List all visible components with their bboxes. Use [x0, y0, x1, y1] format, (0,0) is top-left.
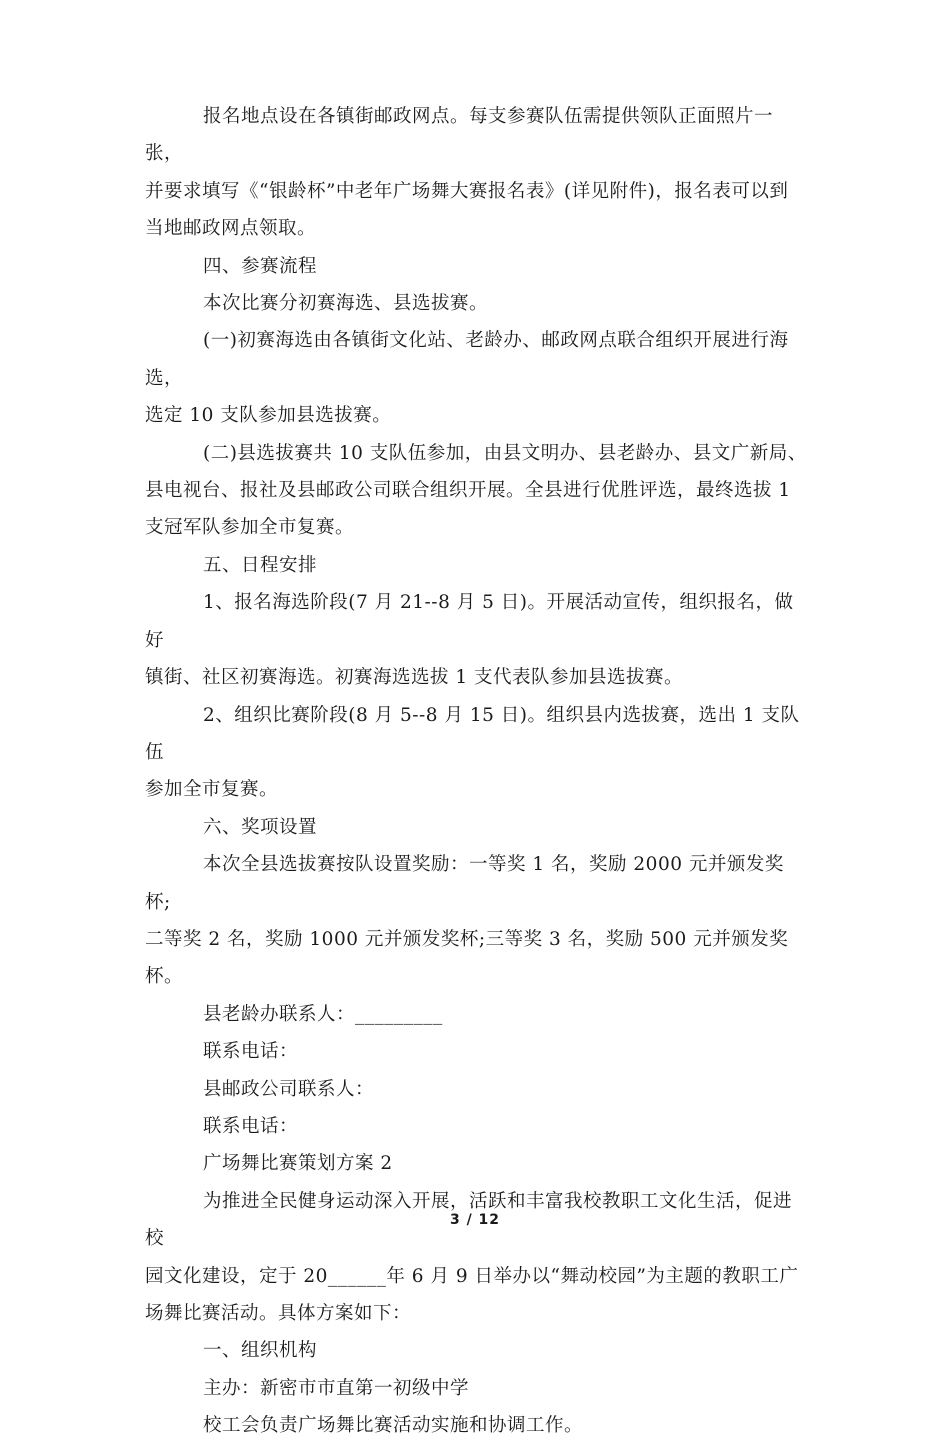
text-line: 本次比赛分初赛海选、县选拔赛。: [203, 293, 489, 315]
paragraph: [145, 1407, 807, 1444]
paragraph: [145, 584, 807, 696]
text-line: 为推进全民健身运动深入开展，活跃和丰富我校教职工文化生活，促进校: [145, 1190, 793, 1250]
text-line: 联系电话：: [203, 1115, 299, 1137]
text-line: 六、奖项设置: [203, 816, 318, 838]
text-line: (二)县选拔赛共 10 支队伍参加，由县文明办、县老龄办、县文广新局、: [203, 442, 807, 464]
text-line: 校工会负责广场舞比赛活动实施和协调工作。: [203, 1415, 584, 1437]
text-line: 一、组织机构: [203, 1340, 318, 1362]
text-line: 本次全县选拔赛按队设置奖励：一等奖 1 名，奖励 2000 元并颁发奖杯;: [145, 854, 784, 913]
paragraph: [145, 1370, 807, 1407]
paragraph: [145, 248, 807, 285]
text-line: 县电视台、报社及县邮政公司联合组织开展。全县进行优胜评选，最终选拔 1: [145, 480, 791, 502]
text-line: 园文化建设，定于 20______年 6 月 9 日举办以“舞动校园”为主题的教职工广: [145, 1265, 799, 1287]
paragraph: [145, 435, 807, 547]
text-line: 2、组织比赛阶段(8 月 5--8 月 15 日)。组织县内选拔赛，选出 1 支队伍: [145, 704, 800, 763]
text-line: 镇街、社区初赛海选。初赛海选选拔 1 支代表队参加县选拔赛。: [145, 667, 684, 689]
paragraph: [145, 1183, 807, 1333]
text-line: 县邮政公司联系人：: [203, 1078, 375, 1100]
text-line: 五、日程安排: [203, 554, 318, 576]
paragraph: [145, 98, 807, 248]
paragraph: [145, 1332, 807, 1369]
paragraph: [145, 809, 807, 846]
text-line: 选定 10 支队参加县选拔赛。: [145, 405, 392, 427]
text-line: 县老龄办联系人：_________: [203, 1003, 443, 1025]
paragraph: [145, 996, 807, 1033]
text-line: 当地邮政网点领取。: [145, 218, 317, 240]
paragraph: [145, 547, 807, 584]
text-line: 报名地点设在各镇街邮政网点。每支参赛队伍需提供领队正面照片一张，: [145, 106, 774, 165]
document-body: [145, 98, 807, 1445]
text-line: 广场舞比赛策划方案 2: [203, 1153, 393, 1175]
paragraph: [145, 322, 807, 434]
text-line: 主办：新密市市直第一初级中学: [203, 1377, 470, 1399]
text-line: 支冠军队参加全市复赛。: [145, 517, 355, 539]
text-line: 四、参赛流程: [203, 255, 318, 277]
paragraph: [145, 697, 807, 809]
paragraph: [145, 1071, 807, 1108]
paragraph: [145, 1145, 807, 1182]
text-line: 联系电话：: [203, 1041, 299, 1063]
text-line: 场舞比赛活动。具体方案如下：: [145, 1303, 412, 1324]
text-line: 并要求填写《“银龄杯”中老年广场舞大赛报名表》(详见附件)，报名表可以到: [145, 180, 789, 202]
text-line: 1、报名海选阶段(7 月 21--8 月 5 日)。开展活动宣传，组织报名，做好: [145, 592, 794, 651]
paragraph: [145, 846, 807, 996]
text-line: (一)初赛海选由各镇街文化站、老龄办、邮政网点联合组织开展进行海选，: [145, 330, 789, 389]
text-line: 参加全市复赛。: [145, 779, 279, 801]
paragraph: [145, 285, 807, 322]
paragraph: [145, 1033, 807, 1070]
page-number: 3 / 12: [449, 1212, 501, 1228]
paragraph: [145, 1108, 807, 1145]
text-line: 二等奖 2 名，奖励 1000 元并颁发奖杯;三等奖 3 名，奖励 500 元并颁发奖杯。: [145, 928, 789, 988]
